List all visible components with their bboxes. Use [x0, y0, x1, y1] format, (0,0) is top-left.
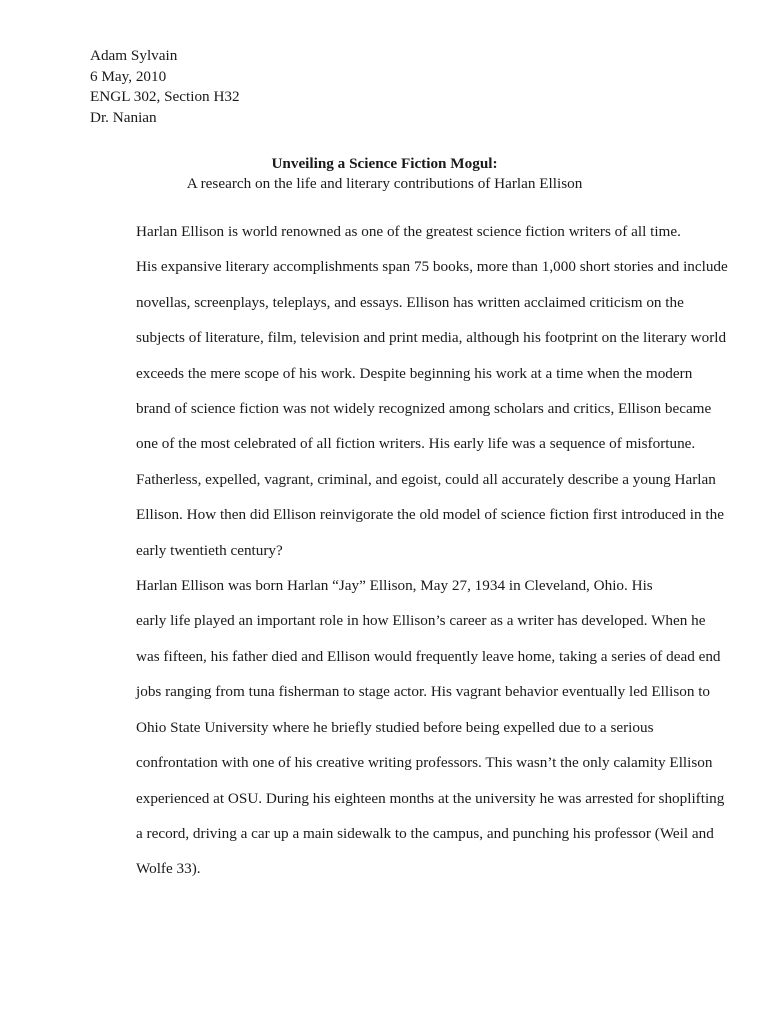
text-line: early twentieth century? — [136, 541, 283, 559]
document-header — [90, 46, 679, 128]
text-line: exceeds the mere scope of his work. Despite beginning his work at a time when the modern — [136, 364, 693, 382]
text-line: Harlan Ellison is world renowned as one of the greatest science fiction writers of all time. — [136, 223, 681, 240]
title-block — [90, 154, 679, 194]
document-date: 6 May, 2010 — [90, 67, 167, 85]
text-line: was fifteen, his father died and Ellison would frequently leave home, taking a series of dead end — [136, 647, 721, 665]
text-line: early life played an important role in how Ellison’s career as a writer has developed. When he — [136, 612, 706, 630]
text-line: Ellison. How then did Ellison reinvigorate the old model of science fiction first introduced in the — [136, 506, 724, 524]
text-line: Wolfe 33). — [136, 860, 201, 878]
document-body — [90, 214, 728, 887]
text-line: jobs ranging from tuna fisherman to stage actor. His vagrant behavior eventually led Ellison to — [136, 683, 711, 701]
author-name: Adam Sylvain — [90, 47, 178, 64]
paragraph-1 — [90, 214, 728, 568]
text-line: one of the most celebrated of all fiction writers. His early life was a sequence of misfortune. — [136, 435, 696, 453]
text-line: Ohio State University where he briefly studied before being expelled due to a serious — [136, 718, 654, 736]
document-title: Unveiling a Science Fiction Mogul: — [271, 155, 498, 172]
document-subtitle: A research on the life and literary contributions of Harlan Ellison — [186, 175, 583, 192]
text-line: confrontation with one of his creative writing professors. This wasn’t the only calamity Ellison — [136, 754, 713, 772]
paragraph-2 — [90, 568, 725, 887]
text-line: novellas, screenplays, teleplays, and essays. Ellison has written acclaimed criticism on the — [136, 293, 684, 311]
text-line: Harlan Ellison was born Harlan “Jay” Ellison, May 27, 1934 in Cleveland, Ohio. His — [136, 577, 653, 595]
text-line: experienced at OSU. During his eighteen months at the university he was arrested for shoplifting — [136, 789, 725, 807]
course-info: ENGL 302, Section H32 — [90, 88, 240, 105]
text-line: His expansive literary accomplishments span 75 books, more than 1,000 short stories and include — [136, 258, 728, 276]
text-line: brand of science fiction was not widely recognized among scholars and critics, Ellison became — [136, 400, 712, 418]
instructor-name: Dr. Nanian — [90, 108, 157, 126]
text-line: a record, driving a car up a main sidewalk to the campus, and punching his professor (Weil and — [136, 824, 714, 842]
text-line: subjects of literature, film, television and print media, although his footprint on the literary world — [136, 329, 727, 347]
text-line: Fatherless, expelled, vagrant, criminal, and egoist, could all accurately describe a young Harlan — [136, 470, 716, 488]
